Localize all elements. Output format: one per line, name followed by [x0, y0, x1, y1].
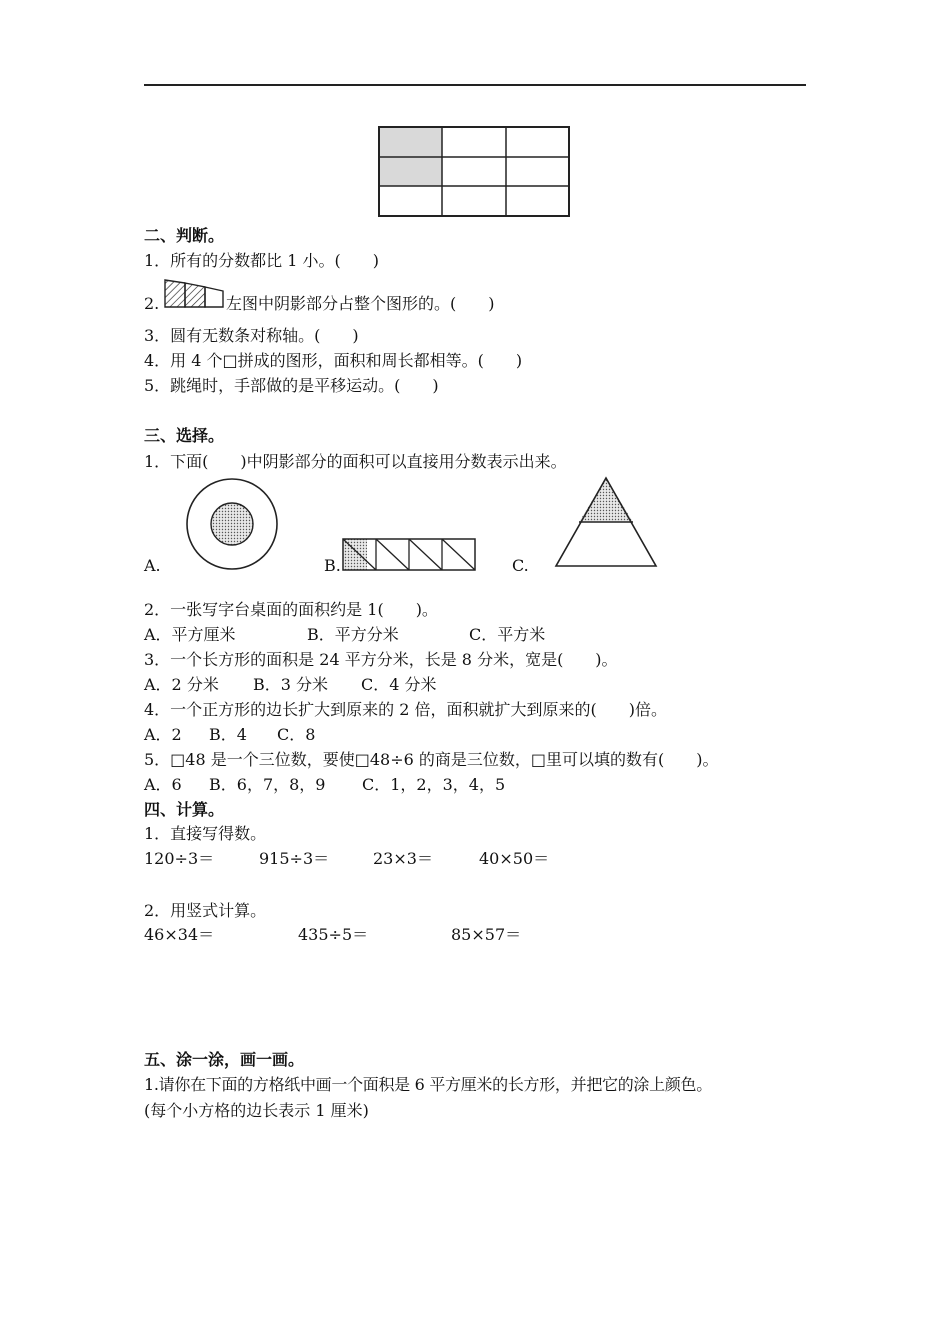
calc-s1-item: 40×50＝: [479, 849, 550, 868]
choose-q3-option-b: B．3 分米: [253, 675, 329, 694]
option-a-label: A.: [144, 556, 161, 575]
judge-item-2-number: 2.: [144, 294, 160, 313]
option-b-label: B.: [324, 556, 341, 575]
draw-q1: 1.请你在下面的方格纸中画一个面积是 6 平方厘米的长方形，并把它的涂上颜色。: [144, 1075, 712, 1094]
calc-s2-item: 46×34＝: [144, 925, 215, 944]
choose-q3-option-c: C．4 分米: [361, 675, 437, 694]
option-a-ring-figure: [185, 477, 279, 571]
calc-s1-item: 120÷3＝: [144, 849, 215, 868]
judge-item-5: 5．跳绳时，手部做的是平移运动。( ): [144, 376, 439, 395]
choose-q4-option-a: A．2: [144, 725, 182, 744]
section-judge-title: 二、判断。: [144, 226, 225, 245]
choose-q5: 5．□48 是一个三位数，要使□48÷6 的商是三位数，□里可以填的数有( )。: [144, 750, 719, 769]
choose-q2-option-b: B．平方分米: [307, 625, 399, 644]
judge-item-4: 4．用 4 个□拼成的图形，面积和周长都相等。( ): [144, 351, 523, 370]
choose-q1: 1．下面( )中阴影部分的面积可以直接用分数表示出来。: [144, 452, 567, 471]
section-calc-title: 四、计算。: [144, 800, 225, 819]
choose-q5-option-a: A．6: [144, 775, 182, 794]
choose-q4-option-b: B．4: [209, 725, 247, 744]
option-b-triangles-figure: [341, 538, 477, 572]
choose-q3-option-a: A．2 分米: [144, 675, 219, 694]
trapezoid-figure: [163, 278, 225, 310]
judge-item-1: 1．所有的分数都比 1 小。( ): [144, 251, 380, 270]
choose-q2-option-a: A．平方厘米: [144, 625, 236, 644]
choose-q4: 4．一个正方形的边长扩大到原来的 2 倍，面积就扩大到原来的( )倍。: [144, 700, 668, 719]
choose-q5-option-b: B．6，7，8，9: [209, 775, 326, 794]
shaded-cell: [379, 157, 442, 186]
draw-note: (每个小方格的边长表示 1 厘米): [144, 1101, 369, 1120]
calc-s2-item: 435÷5＝: [298, 925, 369, 944]
shaded-cell: [379, 127, 442, 157]
section-choose-title: 三、选择。: [144, 426, 225, 445]
calc-s1-item: 23×3＝: [373, 849, 433, 868]
calc-s1-item: 915÷3＝: [259, 849, 330, 868]
calc-s2-item: 85×57＝: [451, 925, 522, 944]
calc-s2-title: 2．用竖式计算。: [144, 901, 267, 920]
calc-s1-title: 1．直接写得数。: [144, 824, 267, 843]
choose-q4-option-c: C．8: [277, 725, 316, 744]
top-rule: [144, 84, 806, 86]
shaded-grid-figure: [378, 126, 571, 217]
choose-q5-option-c: C．1，2，3，4，5: [362, 775, 506, 794]
choose-q2-option-c: C．平方米: [469, 625, 546, 644]
option-c-label: C.: [512, 556, 529, 575]
choose-q2: 2．一张写字台桌面的面积约是 1( )。: [144, 600, 438, 619]
choose-q3: 3．一个长方形的面积是 24 平方分米，长是 8 分米，宽是( )。: [144, 650, 618, 669]
option-c-triangle-figure: [554, 476, 658, 568]
judge-item-3: 3．圆有无数条对称轴。( ): [144, 326, 359, 345]
judge-item-2-text: 左图中阴影部分占整个图形的。( ): [226, 294, 495, 313]
section-draw-title: 五、涂一涂，画一画。: [144, 1050, 305, 1069]
